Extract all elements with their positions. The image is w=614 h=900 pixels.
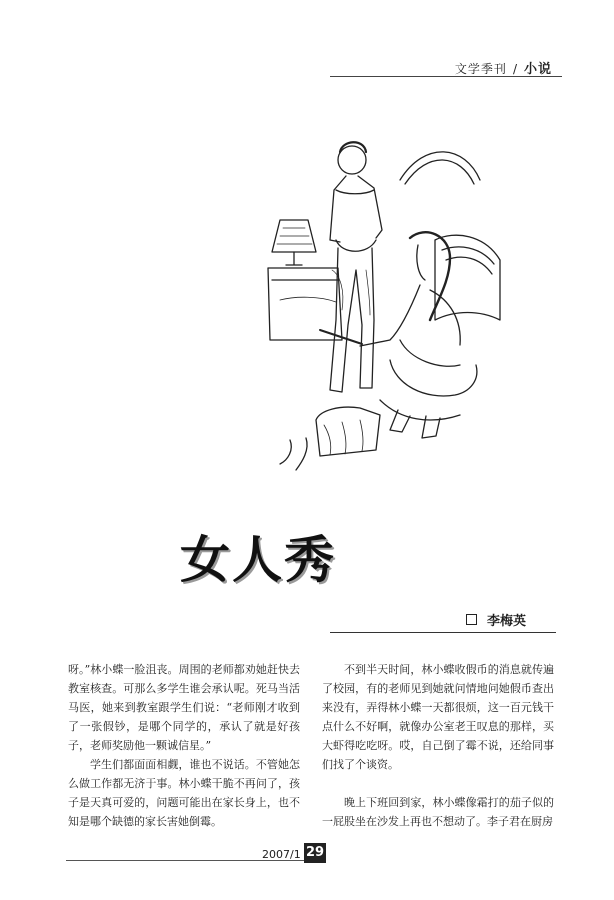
header-rule bbox=[330, 76, 562, 77]
author-marker-icon bbox=[466, 614, 477, 625]
page-number: 29 bbox=[304, 843, 326, 863]
byline bbox=[466, 610, 526, 629]
magazine-header bbox=[455, 58, 552, 77]
header-separator: / bbox=[512, 62, 518, 76]
article-title: 女人秀 bbox=[180, 531, 336, 589]
author-name: 李梅英 bbox=[487, 614, 527, 629]
magazine-name: 文学季刊 bbox=[454, 62, 507, 76]
issue-number: 2007/1 bbox=[262, 848, 301, 861]
paragraph: 晚上下班回到家，林小蝶像霜打的茄子似的一屁股坐在沙发上再也不想动了。李子君在厨房 bbox=[322, 796, 554, 828]
column-right bbox=[322, 660, 554, 831]
paragraph: 不到半天时间，林小蝶收假币的消息就传遍了校园，有的老师见到她就问情地问她假币查出来没有，弄得林小蝶一天都很烦，这一百元钱干点什么不好啊，就像办公室老王叹息的那样，买大虾得吃吃呀。哎，自己倒了霉不说，还给同事们找了个谈资。 bbox=[322, 663, 554, 771]
column-left bbox=[68, 660, 300, 831]
paragraph: 呀。”林小蝶一脸沮丧。周围的老师都劝她赶快去教室核查。可那么多学生谁会承认呢。死马当活马医，她来到教室跟学生们说：“老师刚才收到了一张假钞，是哪个同学的，承认了就是好孩子，老师奖励他一颗诚信星。” bbox=[68, 663, 300, 752]
story-illustration bbox=[250, 120, 502, 480]
paragraph: 学生们都面面相觑，谁也不说话。不管她怎么做工作都无济于事。林小蝶干脆不再问了，孩子是天真可爱的，问题可能出在家长身上，也不知是哪个缺德的家长害她倒霉。 bbox=[68, 758, 300, 828]
section-name: 小说 bbox=[523, 62, 552, 77]
byline-rule bbox=[330, 632, 556, 633]
